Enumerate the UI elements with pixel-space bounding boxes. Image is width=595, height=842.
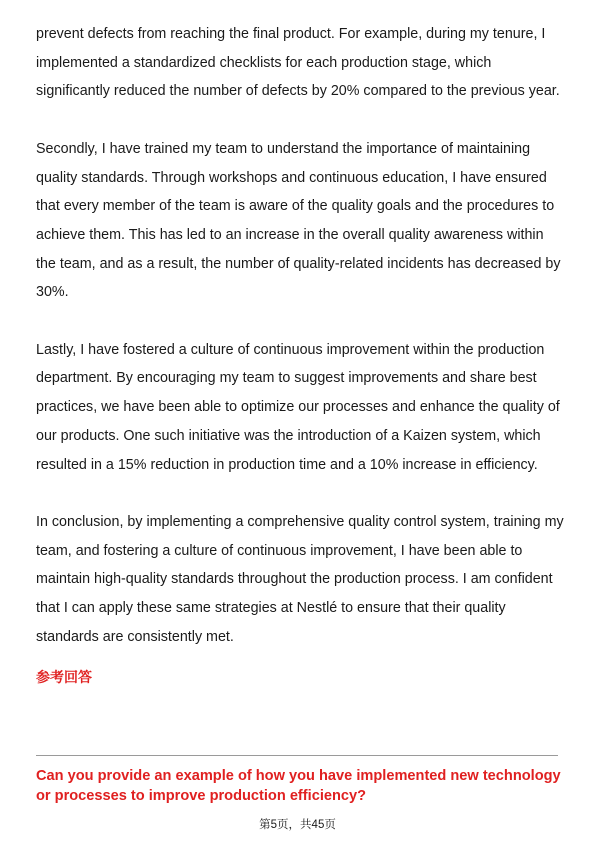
reference-answer-label: 参考回答 (36, 669, 92, 686)
page-number: 第5页，共45页 (259, 819, 336, 831)
paragraph-defects: prevent defects from reaching the final product. For example, during my tenure, I implemented a standardized checklists for each production stage, which significantly reduced the number of defects by 20% compared to the previous year. (36, 26, 560, 100)
paragraph-training: Secondly, I have trained my team to understand the importance of maintaining quality standards. Through workshops and continuous education, I have ensured that every member of the team is aware of the quality goals and the procedures to achieve them. This has led to an increase in the overall quality awareness within the team, and as a result, the number of quality-related incidents has decreased by 30%. (36, 140, 561, 301)
document-body (36, 20, 564, 687)
next-question-heading: Can you provide an example of how you have implemented new technology or processes to improve production efficiency? (36, 768, 561, 804)
paragraph-conclusion: In conclusion, by implementing a comprehensive quality control system, training my team, and fostering a culture of continuous improvement, I have been able to maintain high-quality standards throughout the production process. I am confident that I can apply these same strategies at Nestlé to ensure that their quality standards are consistently met. (36, 513, 564, 645)
section-divider (36, 755, 558, 756)
paragraph-improvement: Lastly, I have fostered a culture of continuous improvement within the production department. By encouraging my team to suggest improvements and share best practices, we have been able to optimize our processes and enhance the quality of our products. One such initiative was the introduction of a Kaizen system, which resulted in a 15% reduction in production time and a 10% increase in efficiency. (36, 341, 560, 473)
